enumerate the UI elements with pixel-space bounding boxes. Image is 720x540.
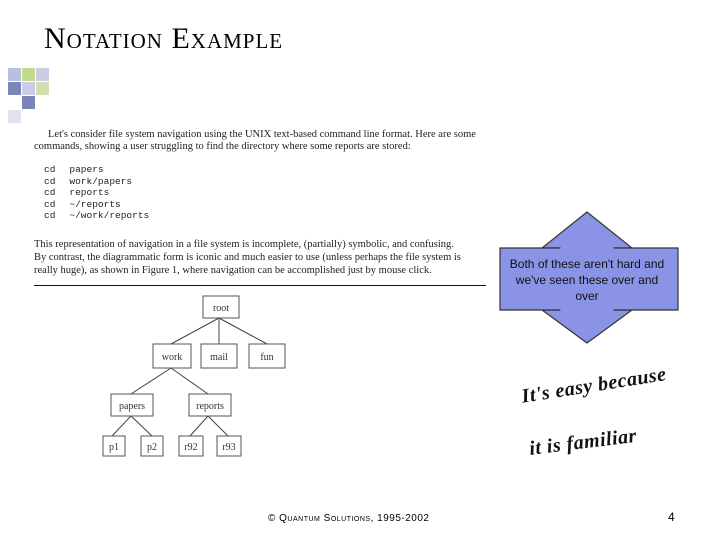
tree-label-p1: p1 (109, 442, 119, 453)
excerpt-paragraph-line2: By contrast, the diagrammatic form is iconic and much easier to use (unless perhaps the file system is (34, 252, 461, 263)
file-system-tree (95, 288, 274, 468)
tree-edge (131, 368, 171, 394)
command-name: cd (44, 198, 56, 210)
excerpt-intro-line2: commands, showing a user struggling to find the directory where some reports are stored: (34, 141, 411, 152)
command-row (44, 176, 149, 188)
callout-text: Both of these aren't hard and we've seen these over and over (509, 257, 665, 303)
command-name: cd (44, 210, 56, 221)
tree-label-r93: r93 (222, 442, 236, 453)
tree-label-p2: p2 (147, 442, 157, 453)
tree-edge (171, 368, 208, 394)
tree-edge (131, 416, 152, 436)
command-row (44, 187, 149, 199)
command-list (44, 164, 149, 222)
tree-label-r92: r92 (184, 442, 198, 453)
command-argument: ~/reports (69, 198, 121, 210)
command-name: cd (44, 187, 56, 198)
command-argument: reports (69, 187, 110, 198)
tree-edge (190, 416, 208, 436)
command-argument: ~/work/reports (69, 210, 150, 221)
excerpt-paragraph-line3: really huge), as shown in Figure 1, where navigation can be accomplished just by mouse click. (34, 265, 432, 276)
slide-title: Notation Example (44, 22, 284, 55)
command-row (44, 210, 149, 222)
page-number: 4 (668, 510, 675, 524)
tree-edge (112, 416, 131, 436)
excerpt-intro-line1: Let's consider file system navigation using the UNIX text-based command line format. Here are some (48, 129, 476, 140)
command-name: cd (44, 164, 56, 175)
tree-label-root: root (212, 303, 230, 314)
tree-label-mail: mail (210, 352, 228, 363)
divider-line (34, 285, 486, 286)
handwritten-note-line1: It's easy because (520, 363, 668, 408)
handwritten-note-line2: it is familiar (528, 424, 639, 460)
tree-label-fun: fun (260, 352, 274, 363)
command-name: cd (44, 175, 56, 187)
excerpt-paragraph-line1: This representation of navigation in a file system is incomplete, (partially) symbolic, and confusing. (34, 239, 454, 250)
tree-edge (219, 318, 267, 344)
tree-label-papers: papers (118, 401, 146, 412)
tree-edge (208, 416, 228, 436)
tree-label-work: work (161, 352, 183, 363)
decorative-squares (8, 68, 68, 128)
command-row (44, 164, 149, 176)
command-argument: papers (69, 164, 104, 175)
command-argument: work/papers (69, 175, 133, 187)
command-row (44, 199, 149, 211)
tree-edge (171, 318, 219, 344)
tree-label-reports: reports (196, 401, 224, 412)
footer-copyright: © Quantum Solutions, 1995-2002 (268, 513, 430, 524)
